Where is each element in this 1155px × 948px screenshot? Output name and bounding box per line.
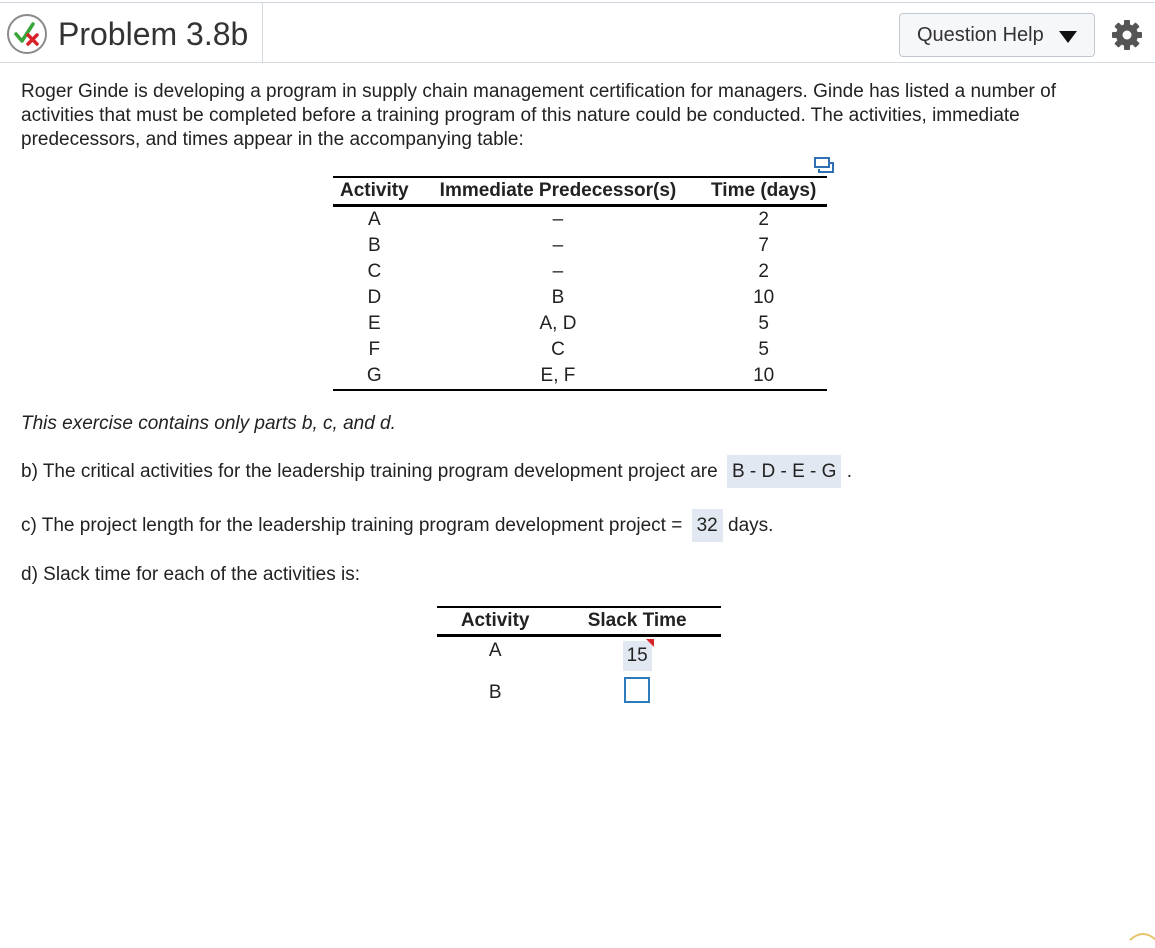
expand-table-icon[interactable] bbox=[814, 157, 834, 173]
incorrect-flag-icon bbox=[646, 639, 654, 647]
activity-cell: A bbox=[367, 209, 381, 230]
predecessor-cell: – bbox=[552, 235, 564, 256]
part-b-suffix: . bbox=[846, 461, 852, 482]
table-row bbox=[333, 233, 827, 259]
table-row bbox=[333, 206, 827, 234]
activities-table bbox=[333, 176, 827, 391]
problem-intro: Roger Ginde is developing a program in supply chain management certification for managers. Ginde has listed a number of activities that must be completed before a training program of this nature could be conducted. The activities, immediate predecessors, and times appear in the accompanying table: bbox=[21, 81, 1057, 150]
header-bar bbox=[0, 3, 1155, 63]
slack-activity-cell: A bbox=[488, 640, 502, 661]
slack-activity-cell: B bbox=[488, 682, 502, 703]
activity-cell: G bbox=[333, 363, 416, 390]
table-row bbox=[333, 337, 827, 363]
time-cell: 7 bbox=[758, 235, 769, 256]
exercise-note: This exercise contains only parts b, c, and d. bbox=[21, 413, 396, 434]
table-row bbox=[333, 311, 827, 337]
part-c-suffix: days. bbox=[728, 515, 774, 536]
part-b bbox=[21, 460, 852, 484]
table-row bbox=[333, 259, 827, 285]
slack-table bbox=[437, 606, 721, 709]
project-length-answer[interactable]: 32 bbox=[692, 509, 723, 542]
slack-answer-a[interactable] bbox=[623, 641, 652, 671]
predecessor-cell: – bbox=[552, 209, 564, 230]
predecessor-cell: B bbox=[551, 287, 565, 308]
table-row bbox=[333, 363, 827, 390]
partial-credit-icon bbox=[6, 13, 48, 55]
slack-input-b[interactable] bbox=[624, 677, 650, 703]
predecessor-cell: C bbox=[551, 339, 565, 360]
table-row bbox=[437, 671, 721, 709]
slack-value-a: 15 bbox=[626, 645, 648, 666]
time-cell: 5 bbox=[758, 339, 769, 360]
title-divider bbox=[262, 3, 263, 62]
time-cell: 5 bbox=[758, 313, 769, 334]
header-divider bbox=[0, 62, 1155, 63]
time-cell: 10 bbox=[700, 363, 827, 390]
activity-cell: D bbox=[367, 287, 382, 308]
col-header-time: Time (days) bbox=[700, 177, 827, 206]
page-title: Problem 3.8b bbox=[58, 16, 249, 52]
part-c-text: c) The project length for the leadership training program development project = bbox=[21, 515, 683, 536]
predecessor-cell: A, D bbox=[539, 313, 577, 334]
time-cell: 10 bbox=[753, 287, 775, 308]
col-header-predecessors: Immediate Predecessor(s) bbox=[416, 177, 701, 206]
question-help-label: Question Help bbox=[917, 23, 1044, 46]
col-header-slack-time: Slack Time bbox=[553, 607, 721, 636]
col-header-slack-activity: Activity bbox=[437, 607, 553, 636]
part-c bbox=[21, 514, 773, 538]
activity-cell: E bbox=[367, 313, 381, 334]
time-cell: 2 bbox=[758, 261, 769, 282]
activity-cell: F bbox=[368, 339, 381, 360]
activity-cell: C bbox=[367, 261, 382, 282]
predecessor-cell: E, F bbox=[416, 363, 701, 390]
activity-cell: B bbox=[367, 235, 381, 256]
gear-icon[interactable] bbox=[1111, 19, 1143, 51]
dropdown-arrow-icon bbox=[1058, 30, 1078, 44]
table-row bbox=[333, 285, 827, 311]
question-help-button[interactable] bbox=[899, 13, 1095, 57]
corner-widget-icon[interactable] bbox=[1128, 928, 1155, 948]
part-d-text: d) Slack time for each of the activities is: bbox=[21, 564, 360, 585]
table-row bbox=[437, 636, 721, 672]
critical-path-answer[interactable]: B - D - E - G bbox=[727, 455, 842, 488]
part-b-text: b) The critical activities for the leadership training program development project are bbox=[21, 461, 718, 482]
col-header-activity: Activity bbox=[333, 177, 416, 206]
predecessor-cell: – bbox=[552, 261, 564, 282]
time-cell: 2 bbox=[758, 209, 769, 230]
